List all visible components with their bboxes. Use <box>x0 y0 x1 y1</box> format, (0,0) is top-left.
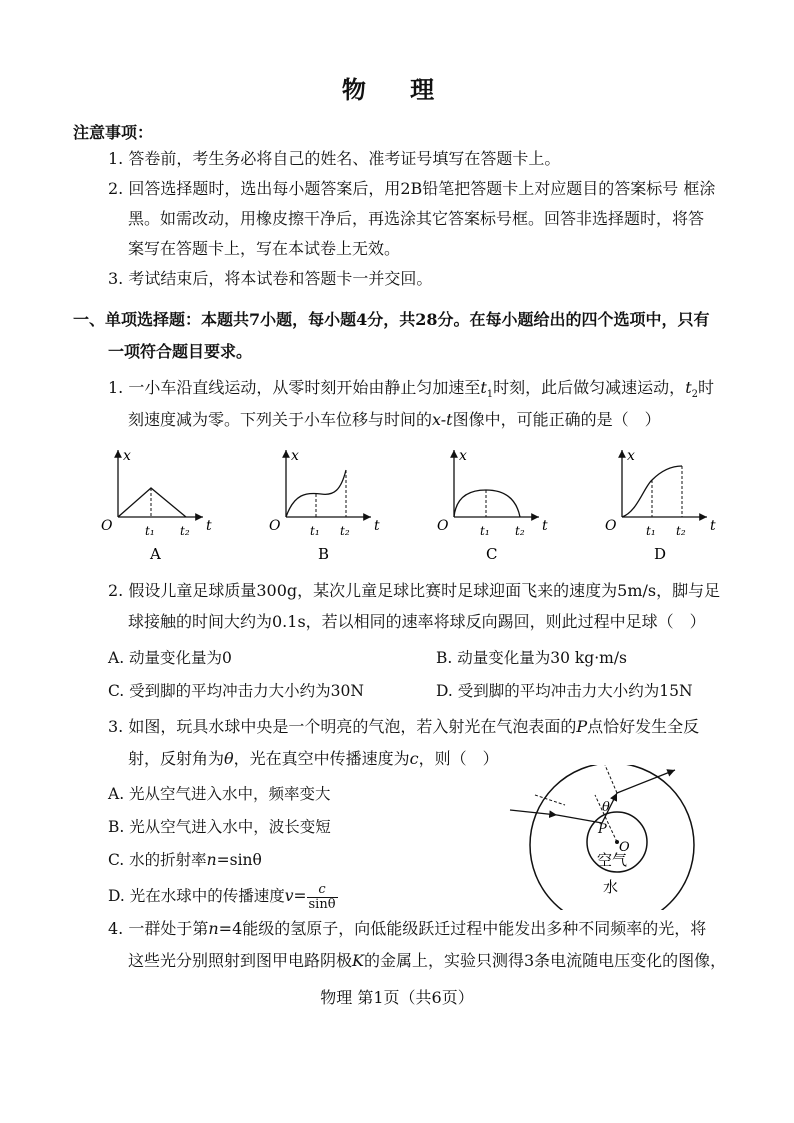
point-p-label: P <box>598 822 607 837</box>
graph-b-label: B <box>318 545 330 563</box>
theta-label: θ <box>602 800 610 815</box>
q2-option-a: A. 动量变化量为0 <box>108 649 232 667</box>
q3-option-c: C. 水的折射率n=sinθ <box>108 851 262 869</box>
q3-figure <box>505 765 735 910</box>
graph-a <box>101 448 212 563</box>
graph-a-curve <box>118 488 186 517</box>
graph-c-curve <box>454 490 520 517</box>
q1-stem-line2: 刻速度减为零。下列关于小车位移与时间的x-t图像中，可能正确的是（ ） <box>128 410 661 429</box>
q2-stem-line2: 球接触的时间大约为0.1s，若以相同的速率将球反向踢回，则此过程中足球（ ） <box>128 612 706 631</box>
notice-item-2-cont: 黑。如需改动，用橡皮擦干净后，再选涂其它答案标号框。回答非选择题时，将答 <box>128 209 705 228</box>
graph-c-t1: t₁ <box>480 524 490 538</box>
graph-a-t-label: t <box>206 518 212 534</box>
graph-c-x-label: x <box>459 448 467 464</box>
air-label: 空气 <box>597 851 628 869</box>
q4-stem-line2: 这些光分别照射到图甲电路阴极K的金属上，实验只测得3条电流随电压变化的图像， <box>128 951 727 970</box>
notice-item-2: 2. 回答选择题时，选出每小题答案后，用2B铅笔把答题卡上对应题目的答案标号 框涂 <box>108 179 716 198</box>
section-heading: 一、单项选择题：本题共7小题，每小题4分，共28分。在每小题给出的四个选项中，只有 <box>73 310 710 329</box>
graph-b-x-label: x <box>291 448 299 464</box>
graph-d-label: D <box>654 545 667 563</box>
notice-item-1: 1. 答卷前，考生务必将自己的姓名、准考证号填写在答题卡上。 <box>108 149 561 168</box>
graph-c <box>437 448 548 563</box>
incident-ray <box>510 810 557 815</box>
graph-c-origin: O <box>437 518 449 534</box>
graph-d-origin: O <box>605 518 617 534</box>
notice-heading: 注意事项： <box>73 123 154 142</box>
q3-option-a: A. 光从空气进入水中，频率变大 <box>108 785 331 803</box>
q2-option-c: C. 受到脚的平均冲击力大小约为30N <box>108 682 364 700</box>
graph-a-label: A <box>150 545 161 563</box>
graph-d-x-label: x <box>627 448 635 464</box>
graph-b-t-label: t <box>374 518 380 534</box>
graph-b-t2: t₂ <box>340 524 350 538</box>
q2-option-b: B. 动量变化量为30 kg·m/s <box>436 649 628 667</box>
q3-option-d: D. 光在水球中的传播速度v= $\frac{c}{\sin\theta}$ <box>108 881 336 912</box>
exit-ray <box>617 770 675 793</box>
point-o-label: O <box>619 840 630 855</box>
graph-c-t2: t₂ <box>515 524 525 538</box>
graph-d-t-label: t <box>710 518 716 534</box>
graph-d-t2: t₂ <box>676 524 686 538</box>
graph-b <box>269 448 380 563</box>
notice-item-2-cont2: 案写在答题卡上，写在本试卷上无效。 <box>128 239 401 258</box>
q2-stem-line1: 2. 假设儿童足球质量300g，某次儿童足球比赛时足球迎面飞来的速度为5m/s，脚与足 <box>108 581 721 600</box>
graph-a-x-label: x <box>123 448 131 464</box>
q3-stem-line1: 3. 如图，玩具水球中央是一个明亮的气泡，若入射光在气泡表面的P点恰好发生全反 <box>108 717 700 736</box>
q1-graphs <box>98 442 728 567</box>
q3-stem-line2: 射，反射角为θ，光在真空中传播速度为c，则（ ） <box>128 749 499 768</box>
graph-b-origin: O <box>269 518 281 534</box>
notice-item-3: 3. 考试结束后，将本试卷和答题卡一并交回。 <box>108 269 433 288</box>
graph-c-label: C <box>486 545 498 563</box>
q4-stem-line1: 4. 一群处于第n=4能级的氢原子，向低能级跃迁过程中能发出多种不同频率的光，将 <box>108 919 707 938</box>
graph-a-t2: t₂ <box>180 524 190 538</box>
section-heading-cont: 一项符合题目要求。 <box>108 342 253 361</box>
water-label: 水 <box>603 878 619 896</box>
page-footer: 物理 第1页（共6页） <box>320 988 474 1007</box>
q3-option-b: B. 光从空气进入水中，波长变短 <box>108 818 331 836</box>
graph-a-t1: t₁ <box>145 524 155 538</box>
graph-b-t1: t₁ <box>310 524 320 538</box>
graph-d <box>605 448 716 563</box>
q2-option-d: D. 受到脚的平均冲击力大小约为15N <box>436 682 693 700</box>
graph-c-t-label: t <box>542 518 548 534</box>
graph-a-origin: O <box>101 518 113 534</box>
graph-d-t1: t₁ <box>646 524 656 538</box>
page-title: 物 理 <box>341 75 453 104</box>
q1-stem-line1: 1. 一小车沿直线运动，从零时刻开始由静止匀加速至$t_1$时刻，此后做匀减速运动，$t_2$时 <box>108 378 715 401</box>
q3-option-d-fraction: $\frac{c}{\sin\theta}$ <box>308 881 336 912</box>
